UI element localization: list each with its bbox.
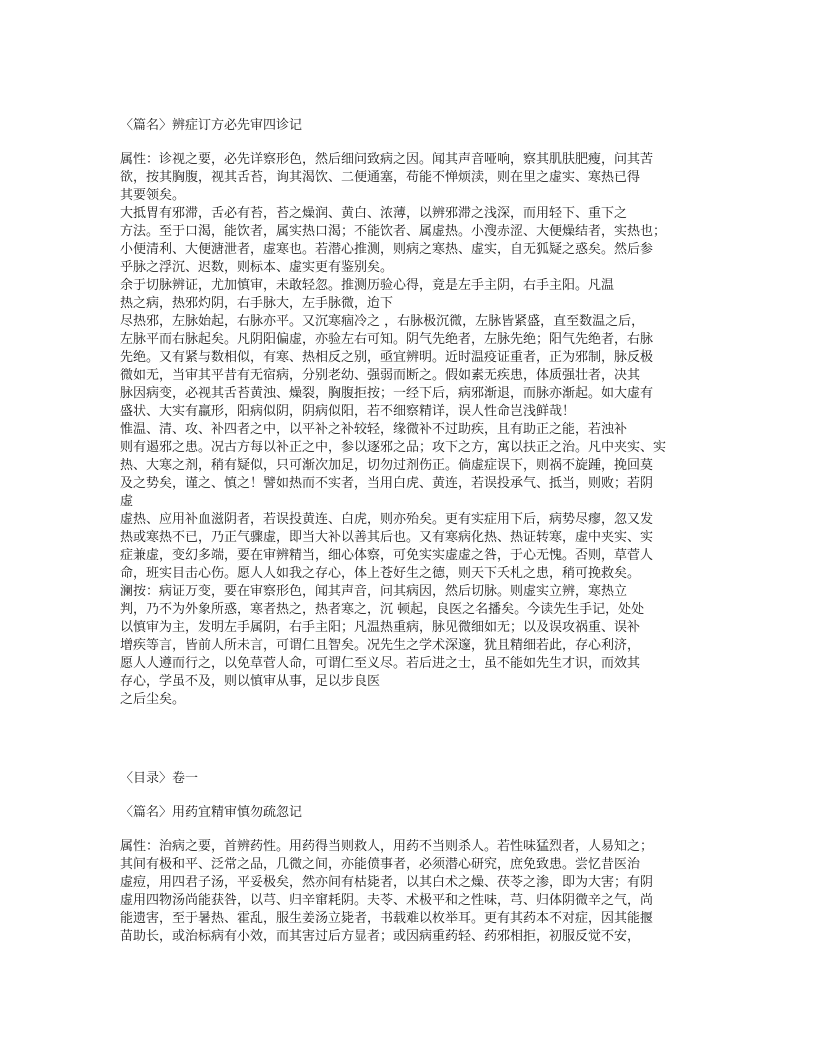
text-line: 热、大寒之剂，稍有疑似，只可渐次加足，切勿过剂伤正。倘虚症误下，则祸不旋踵，挽回莫 (120, 458, 654, 473)
table-of-contents-entry: 〈目录〉卷一 (120, 771, 199, 786)
text-line: 增疾等言，皆前人所未言，可谓仁且智矣。况先生之学术深邃，犹且精细若此，存心利济， (120, 638, 641, 653)
section-body (120, 151, 700, 709)
text-line: 能遗害，至于暑热、霍乱，服生姜汤立毙者，书载难以枚举耳。更有其药本不对症，因其能揠 (120, 911, 654, 926)
text-line: 小便清利、大便溏泄者，虚寒也。若潜心推测，则病之寒热、虚实，自无狐疑之惑矣。然后参 (120, 242, 654, 257)
text-line: 脉因病变，必视其舌苔黄浊、燥裂，胸腹拒按；一经下后，病邪渐退，而脉亦渐起。如大虚有 (120, 386, 654, 401)
text-line: 苗助长，或治标病有小效，而其害过后方显者；或因病重药轻、药邪相拒，初服反觉不安， (120, 929, 641, 944)
text-line: 余于切脉辨证，尤加慎审，未敢轻忽。推测历验心得，竟是左手主阴，右手主阳。凡温 (120, 278, 615, 293)
text-line: 热之病，热邪灼阴，右手脉大，左手脉微，迨下 (120, 296, 394, 311)
text-line: 乎脉之浮沉、迟数，则标本、虚实更有鉴别矣。 (120, 260, 394, 275)
text-line: 惟温、清、攻、补四者之中，以平补之补较轻，缘微补不过助疾，且有助正之能，若浊补 (120, 422, 628, 437)
text-line: 其间有极和平、泛常之品，几微之间，亦能偾事者，必须潜心研究，庶免致患。尝忆昔医治 (120, 857, 641, 872)
text-line: 其要领矣。 (120, 188, 186, 203)
section-title: 〈篇名〉用药宜精审慎勿疏忽记 (120, 805, 303, 820)
text-line: 微如无，当审其平昔有无宿病，分别老幼、强弱而断之。假如素无疾患，体质强壮者，决其 (120, 368, 641, 383)
text-line: 以慎审为主，发明左手属阴，右手主阳；凡温热重病，脉见微细如无；以及误攻祸重、误补 (120, 620, 641, 635)
text-line: 欲，按其胸腹，视其舌苔，询其渴饮、二便通塞，苟能不惮烦渎，则在里之虚实、寒热已得 (120, 170, 641, 185)
text-line: 之后尘矣。 (120, 692, 186, 707)
text-line: 先绝。又有紧与数相似，有寒、热相反之别，亟宜辨明。近时温疫证重者，正为邪制，脉反极 (120, 350, 654, 365)
text-line: 盛状、大实有羸形，阳病似阴，阴病似阳，若不细察精详，误人性命岂浅鲜哉！ (120, 404, 576, 419)
text-line: 澜按：病证万变，要在审察形色，闻其声音，问其病因，然后切脉。则虚实立辨，寒热立 (120, 584, 628, 599)
text-line: 虚用四物汤尚能获咎，以芎、归辛窜耗阴。夫苓、术极平和之性味，芎、归体阴微辛之气，尚 (120, 893, 654, 908)
text-line: 愿人人遵而行之，以免草菅人命，可谓仁至义尽。若后进之士，虽不能如先生才识，而效其 (120, 656, 641, 671)
text-line: 判，乃不为外象所惑，寒者热之，热者寒之，沉 顿起，良医之名播矣。今读先生手记，处处 (120, 602, 645, 617)
text-line: 尽热邪，左脉始起，右脉亦平。又沉寒痼冷之 ，右脉极沉微，左脉皆紧盛，直至数温之后， (120, 314, 645, 329)
text-line: 方法。至于口渴，能饮者，属实热口渴；不能饮者、属虚热。小溲赤涩、大便燥结者，实热也； (120, 224, 667, 239)
text-line: 命，班实目击心伤。愿人人如我之存心，体上苍好生之德，则天下夭札之患，稍可挽救矣。 (120, 566, 641, 581)
text-line: 虚痘，用四君子汤，平妥极矣，然亦间有枯毙者，以其白术之燥、茯苓之渗，即为大害；有阴 (120, 875, 654, 890)
text-line: 则有遏邪之患。况古方每以补正之中，参以逐邪之品；攻下之方，寓以扶正之治。凡中夹实、实 (120, 440, 667, 455)
text-line: 症兼虚，变幻多端，要在审辨精当，细心体察，可免实实虚虚之咎，于心无愧。否则，草菅人 (120, 548, 654, 563)
text-line: 存心，学虽不及，则以慎审从事，足以步良医 (120, 674, 381, 689)
text-line: 大抵胃有邪滞，舌必有苔，苔之燥润、黄白、浓薄，以辨邪滞之浅深，而用轻下、重下之 (120, 206, 628, 221)
text-line: 属性：治病之要，首辨药性。用药得当则救人，用药不当则杀人。若性味猛烈者，人易知之； (120, 839, 654, 854)
text-line: 及之势矣，谨之、慎之！譬如热而不实者，当用白虎、黄连，若误投承气、抵当，则败；若阴 (120, 476, 654, 491)
text-line: 左脉平而右脉起矣。凡阴阳偏虚，亦验左右可知。阴气先绝者，左脉先绝；阳气先绝者，右脉 (120, 332, 654, 347)
text-line: 属性：诊视之要，必先详察形色，然后细问致病之因。闻其声音哑响，察其肌肤肥瘦，问其苦 (120, 152, 654, 167)
text-line: 热或寒热不已，乃正气骤虚，即当大补以善其后也。又有寒病化热、热证转寒，虚中夹实、实 (120, 530, 654, 545)
text-line: 虚 (120, 494, 134, 509)
section-body (120, 838, 700, 946)
section-title: 〈篇名〉辨症订方必先审四诊记 (120, 118, 303, 133)
text-line: 虚热、应用补血滋阴者，若误投黄连、白虎，则亦殆矣。更有实症用下后，病势尽瘳，忽又发 (120, 512, 654, 527)
